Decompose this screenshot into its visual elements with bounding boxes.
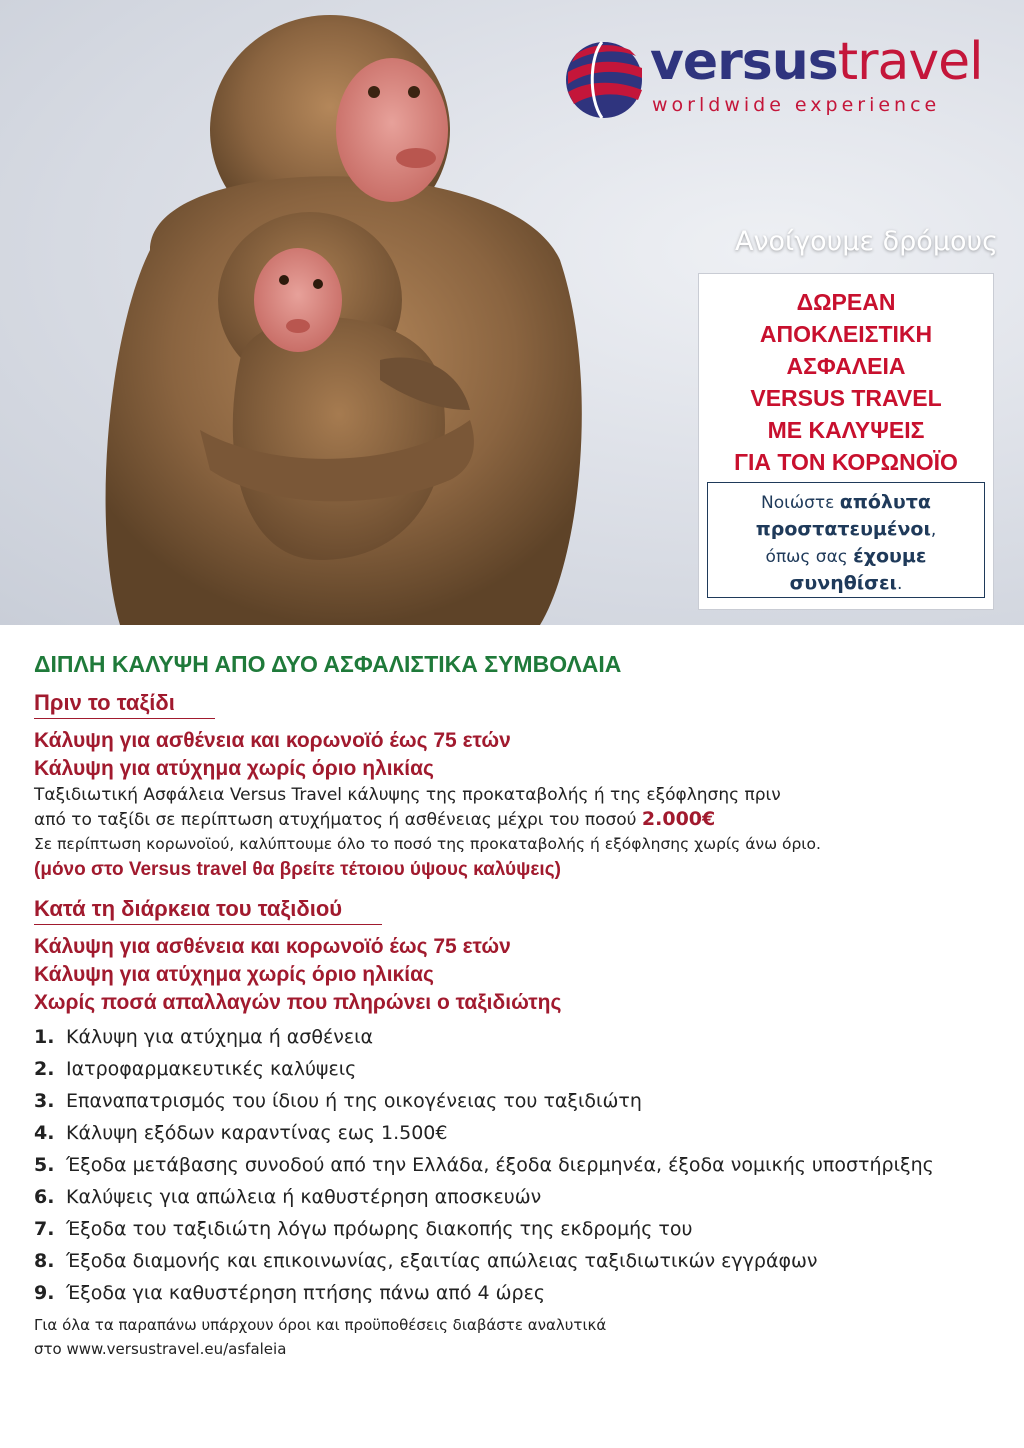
offer-line: ΓΙΑ ΤΟΝ ΚΟΡΩΝΟΪΟ xyxy=(734,449,958,475)
list-text: Κάλυψη για ατύχημα ή ασθένεια xyxy=(66,1026,374,1048)
coverage-line: Κάλυψη για ατύχημα χωρίς όριο ηλικίας xyxy=(34,757,434,780)
list-item xyxy=(34,1213,994,1245)
list-number: 7. xyxy=(34,1218,55,1240)
coverage-amount: 2.000€ xyxy=(641,808,716,830)
list-item xyxy=(34,1181,994,1213)
list-text: Καλύψεις για απώλεια ή καθυστέρηση αποσκευών xyxy=(66,1186,542,1208)
protection-box xyxy=(707,482,985,598)
globe-icon xyxy=(562,38,646,122)
list-number: 2. xyxy=(34,1058,55,1080)
offer-line: ΜΕ ΚΑΛΥΨΕΙΣ xyxy=(767,417,925,443)
protection-text-bold: έχουμε xyxy=(853,545,927,567)
protection-text: , xyxy=(930,520,937,540)
coverage-line: Χωρίς ποσά απαλλαγών που πληρώνει ο ταξιδιώτης xyxy=(34,991,562,1014)
offer-headline xyxy=(699,286,993,478)
list-text: Έξοδα για καθυστέρηση πτήσης πάνω από 4 ώρες xyxy=(66,1282,546,1304)
list-item xyxy=(34,1053,994,1085)
list-text: Έξοδα μετάβασης συνοδού από την Ελλάδα, έξοδα διερμηνέα, έξοδα νομικής υποστήριξης xyxy=(66,1154,934,1176)
list-item xyxy=(34,1149,994,1181)
list-number: 9. xyxy=(34,1282,55,1304)
list-item xyxy=(34,1277,994,1309)
list-number: 3. xyxy=(34,1090,55,1112)
list-number: 1. xyxy=(34,1026,55,1048)
during-trip-heading: Κατά τη διάρκεια του ταξιδιού xyxy=(34,894,382,925)
offer-panel xyxy=(698,273,994,610)
monkeys-photo xyxy=(0,0,640,625)
protection-text-bold: προστατευμένοι xyxy=(755,518,931,540)
before-trip-heading: Πριν το ταξίδι xyxy=(34,688,215,719)
versus-travel-logo xyxy=(562,30,1002,130)
protection-text: Νοιώστε xyxy=(761,493,840,513)
hero-banner xyxy=(0,0,1024,625)
protection-text-bold: απόλυτα xyxy=(839,491,931,513)
before-text: Ταξιδιωτική Ασφάλεια Versus Travel κάλυψης της προκαταβολής ή της εξόφλησης πριν xyxy=(34,785,781,805)
exclusive-note: (μόνο στο Versus travel θα βρείτε τέτοιου ύψους καλύψεις) xyxy=(34,859,561,880)
list-text: Κάλυψη εξόδων καραντίνας εως 1.500€ xyxy=(66,1122,448,1144)
list-number: 5. xyxy=(34,1154,55,1176)
terms-link[interactable]: στο www.versustravel.eu/asfaleia xyxy=(34,1340,287,1358)
coverage-list xyxy=(34,1021,994,1309)
list-text: Επαναπατρισμός του ίδιου ή της οικογένειας του ταξιδιώτη xyxy=(66,1090,642,1112)
coverage-line: Κάλυψη για ατύχημα χωρίς όριο ηλικίας xyxy=(34,963,434,986)
list-item xyxy=(34,1021,994,1053)
offer-line: VERSUS TRAVEL xyxy=(750,385,942,411)
brand-name-part2: travel xyxy=(837,32,983,92)
offer-line: ΔΩΡΕΑΝ xyxy=(796,289,896,315)
list-item xyxy=(34,1245,994,1277)
brand-tagline: worldwide experience xyxy=(652,94,941,116)
list-item xyxy=(34,1117,994,1149)
coverage-line: Κάλυψη για ασθένεια και κορωνοϊό έως 75 ετών xyxy=(34,935,511,958)
list-text: Ιατροφαρμακευτικές καλύψεις xyxy=(66,1058,357,1080)
slogan: Ανοίγουμε δρόμους xyxy=(734,226,998,257)
coverage-line: Κάλυψη για ασθένεια και κορωνοϊό έως 75 ετών xyxy=(34,729,511,752)
terms-note: Για όλα τα παραπάνω υπάρχουν όροι και προϋποθέσεις διαβάστε αναλυτικά xyxy=(34,1316,607,1334)
list-number: 8. xyxy=(34,1250,55,1272)
list-item xyxy=(34,1085,994,1117)
covid-text: Σε περίπτωση κορωνοϊού, καλύπτουμε όλο το ποσό της προκαταβολής ή εξόφλησης χωρίς άνω όριο. xyxy=(34,835,821,853)
list-number: 6. xyxy=(34,1186,55,1208)
protection-text-bold: συνηθίσει xyxy=(789,572,897,594)
list-number: 4. xyxy=(34,1122,55,1144)
protection-text: όπως σας xyxy=(765,547,854,567)
offer-line: ΑΠΟΚΛΕΙΣΤΙΚΗ xyxy=(759,321,933,347)
protection-text: . xyxy=(896,574,903,594)
list-text: Έξοδα του ταξιδιώτη λόγω πρόωρης διακοπής της εκδρομής του xyxy=(66,1218,693,1240)
main-heading: ΔΙΠΛΗ ΚΑΛΥΨΗ ΑΠΟ ΔΥΟ ΑΣΦΑΛΙΣΤΙΚΑ ΣΥΜΒΟΛΑΙΑ xyxy=(34,651,622,677)
before-text: από το ταξίδι σε περίπτωση ατυχήματος ή ασθένειας μέχρι του ποσού xyxy=(34,810,642,830)
offer-line: ΑΣΦΑΛΕΙΑ xyxy=(786,353,906,379)
brand-name-part1: versus xyxy=(650,32,838,92)
content-section xyxy=(34,648,994,1361)
list-text: Έξοδα διαμονής και επικοινωνίας, εξαιτίας απώλειας ταξιδιωτικών εγγράφων xyxy=(66,1250,818,1272)
